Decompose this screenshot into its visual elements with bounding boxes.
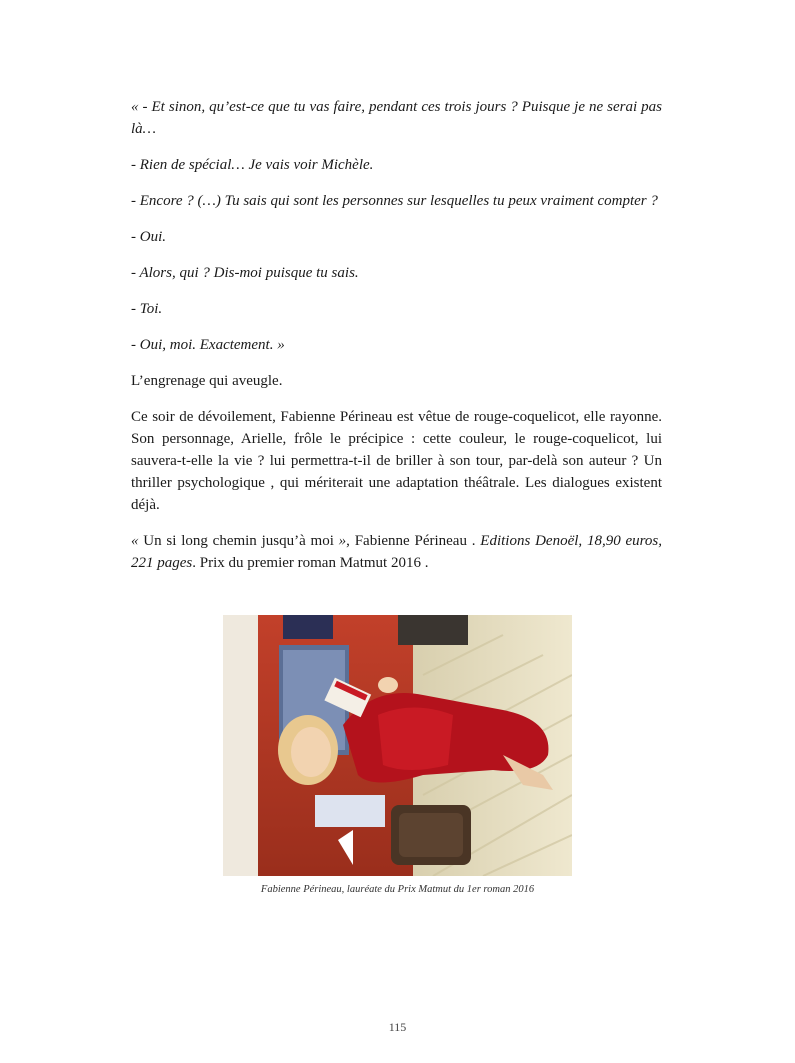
close-quote: » [338,533,347,549]
paragraph-engrenage: L’engrenage qui aveugle. [131,373,283,389]
dialog-line-2: - Rien de spécial… Je vais voir Michèle. [131,157,374,173]
book-author: , Fabienne Périneau . [346,533,481,549]
dialog-line-3: - Encore ? (…) Tu sais qui sont les personnes sur lesquelles tu peux vraiment compter ? [131,193,658,209]
book-publisher: Editions Denoël, 18,90 euros, 221 pages [131,533,663,571]
dialog-line-5: - Alors, qui ? Dis-moi puisque tu sais. [131,265,359,281]
dialog-line-1: « - Et sinon, qu’est-ce que tu vas faire, pendant ces trois jours ? Puisque je ne serai pas là… [131,99,662,137]
book-prize: . Prix du premier roman Matmut 2016 . [192,555,429,571]
body-text [131,96,662,588]
paragraph-review: Ce soir de dévoilement, Fabienne Périneau est vêtue de rouge-coquelicot, elle rayonne. Son personnage, Arielle, frôle le précipice : cette couleur, le rouge-coquelicot, lui sauvera-t-elle la vie ? lui permettra-t-il de briller à son tour, par-delà son auteur ? Un thriller psychologique , qui mériterait une adaptation théâtrale. Les dialogues existent déjà. [131,409,662,513]
dialog-line-6: - Toi. [131,301,163,317]
open-quote: « [131,533,139,549]
author-photo [223,615,572,876]
page-number: 115 [388,1020,407,1034]
dialog-line-4: - Oui. [131,229,166,245]
dialog-line-7: - Oui, moi. Exactement. » [131,337,285,353]
book-reference [131,530,662,574]
photo-caption: Fabienne Périneau, lauréate du Prix Matmut du 1er roman 2016 [260,884,535,895]
book-title: Un si long chemin jusqu’à moi [138,533,339,549]
photo-woman-holding-book-icon [223,615,572,876]
